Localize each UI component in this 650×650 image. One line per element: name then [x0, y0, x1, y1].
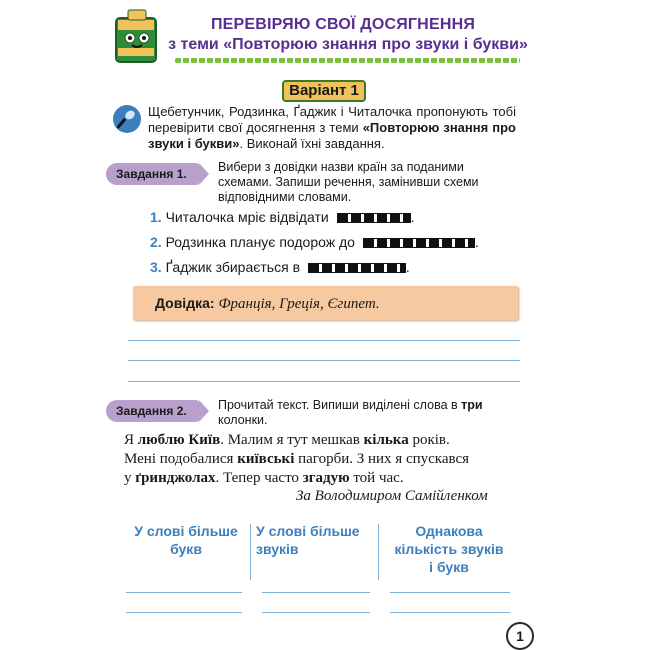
sound-scheme	[337, 213, 411, 223]
column-answer-line[interactable]	[126, 612, 242, 613]
column-answer-line[interactable]	[262, 592, 370, 593]
page-number: 1	[506, 622, 534, 650]
task2-instruction: Прочитай текст. Випиши виділені слова в три колонки.	[218, 398, 483, 427]
answer-line[interactable]	[128, 360, 520, 361]
title-underline	[175, 58, 520, 63]
column-divider	[378, 524, 379, 580]
task1-badge: Завдання 1.	[106, 163, 199, 185]
column-header-more-letters: У слові більше букв	[134, 523, 238, 557]
column-header-more-sounds: У слові більше звуків	[256, 523, 360, 557]
text-line-2: Мені подобалися київські пагорби. З них я спускався	[124, 451, 470, 467]
variant-label: Варіант 1	[282, 80, 366, 102]
sound-scheme	[363, 238, 475, 248]
task1-instruction: Вибери з довідки назви країн за поданими схемами. Запиши речення, замінивши схеми відповідними словами.	[218, 160, 479, 204]
hint-box: Довідка: Франція, Греція, Єгипет.	[133, 286, 518, 320]
page-subtitle: з теми «Повторюю знання про звуки і букви»	[168, 36, 528, 53]
answer-line[interactable]	[128, 381, 520, 382]
book-mascot-icon	[108, 8, 168, 66]
column-answer-line[interactable]	[390, 592, 510, 593]
task1-item-1: 1. Читалочка мріє відвідати .	[150, 209, 415, 225]
column-answer-line[interactable]	[390, 612, 510, 613]
task2-badge: Завдання 2.	[106, 400, 199, 422]
sound-scheme	[308, 263, 406, 273]
column-divider	[250, 524, 251, 580]
column-answer-line[interactable]	[126, 592, 242, 593]
column-answer-line[interactable]	[262, 612, 370, 613]
microphone-icon	[112, 104, 142, 134]
author-attribution: За Володимиром Самійленком	[296, 488, 488, 504]
text-line-3: у ґринджолах. Тепер часто згадую той час.	[124, 470, 404, 486]
task1-item-3: 3. Ґаджик збирається в .	[150, 259, 410, 275]
intro-text: Щебетунчик, Родзинка, Ґаджик і Читалочка пропонують тобі перевірити свої досягнення з теми «Повторюю знання про звуки і букви». Виконай їхні завдання.	[148, 104, 516, 151]
answer-line[interactable]	[128, 340, 520, 341]
task1-item-2: 2. Родзинка планує подорож до .	[150, 234, 479, 250]
column-header-equal: Однакова кількість звуків і букв	[394, 523, 504, 575]
text-line-1: Я люблю Київ. Малим я тут мешкав кілька років.	[124, 432, 450, 448]
page-title: ПЕРЕВІРЯЮ СВОЇ ДОСЯГНЕННЯ	[210, 16, 476, 33]
